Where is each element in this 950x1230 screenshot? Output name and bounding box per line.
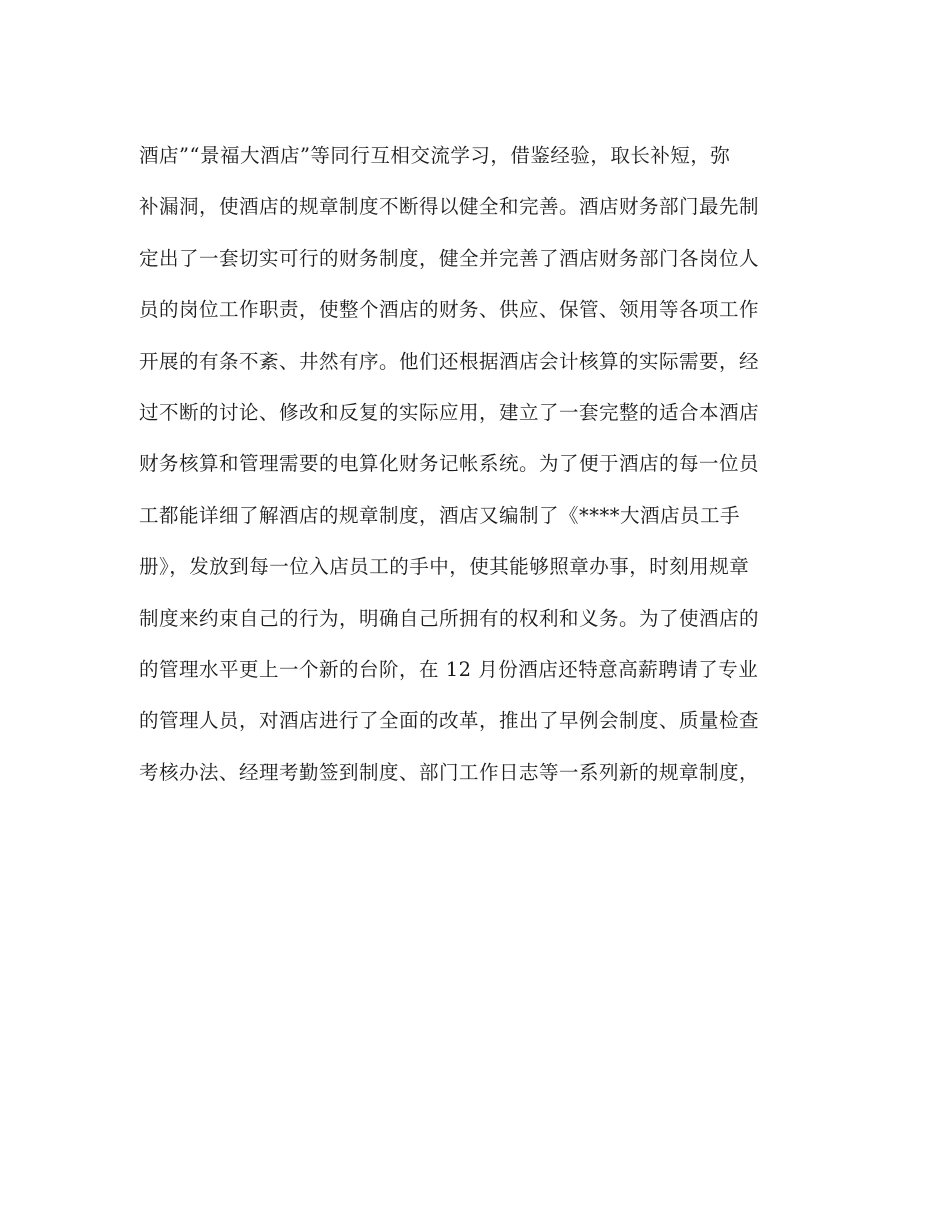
body-text — [139, 138, 819, 806]
text-line: 定出了一套切实可行的财务制度，健全并完善了酒店财务部门各岗位人 — [139, 246, 760, 270]
text-line: 补漏洞，使酒店的规章制度不断得以健全和完善。酒店财务部门最先制 — [139, 195, 760, 219]
text-line: 册》，发放到每一位入店员工的手中，使其能够照章办事，时刻用规章 — [139, 555, 750, 579]
text-line: 开展的有条不紊、井然有序。他们还根据酒店会计核算的实际需要，经 — [139, 349, 760, 373]
text-line: 的管理人员，对酒店进行了全面的改革，推出了早例会制度、质量检查 — [139, 709, 760, 733]
text-line: 的管理水平更上一个新的台阶，在 12 月份酒店还特意高薪聘请了专业 — [139, 657, 759, 681]
text-line: 制度来约束自己的行为，明确自己所拥有的权利和义务。为了使酒店的 — [139, 606, 760, 630]
text-line: 过不断的讨论、修改和反复的实际应用，建立了一套完整的适合本酒店 — [139, 400, 760, 424]
text-line: 考核办法、经理考勤签到制度、部门工作日志等一系列新的规章制度， — [139, 760, 760, 784]
text-line: 工都能详细了解酒店的规章制度，酒店又编制了《****大酒店员工手 — [139, 503, 741, 527]
text-line: 财务核算和管理需要的电算化财务记帐系统。为了便于酒店的每一位员 — [139, 452, 760, 476]
text-line: 员的岗位工作职责，使整个酒店的财务、供应、保管、领用等各项工作 — [139, 298, 760, 322]
text-line: 酒店”“景福大酒店”等同行互相交流学习，借鉴经验，取长补短，弥 — [139, 144, 731, 167]
